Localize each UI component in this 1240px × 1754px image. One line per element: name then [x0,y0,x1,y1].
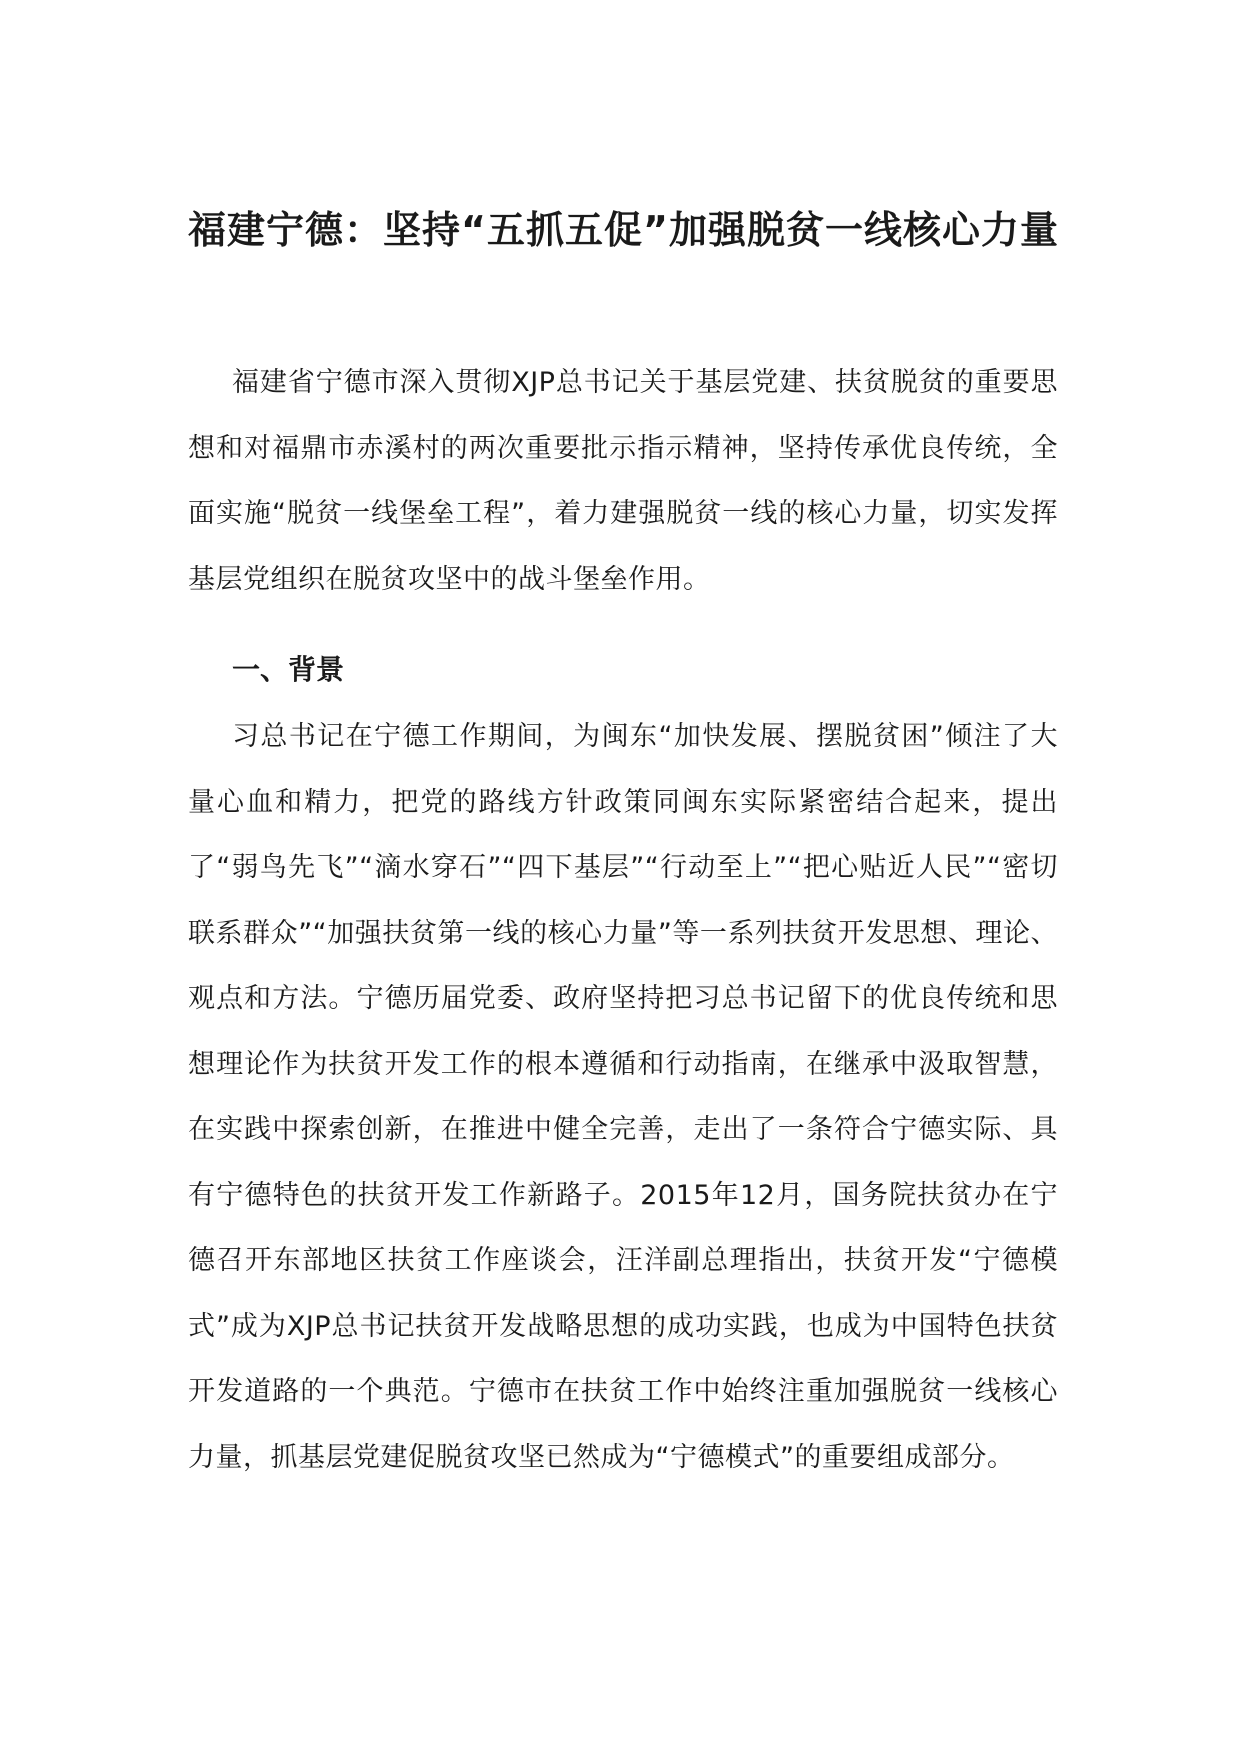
intro-paragraph: 福建省宁德市深入贯彻XJP总书记关于基层党建、扶贫脱贫的重要思想和对福鼎市赤溪村的两次重要批示指示精神，坚持传承优良传统，全面实施“脱贫一线堡垒工程”，着力建强脱贫一线的核心力量，切实发挥基层党组织在脱贫攻坚中的战斗堡垒作用。 [188,367,1058,595]
background-paragraph: 习总书记在宁德工作期间，为闽东“加快发展、摆脱贫困”倾注了大量心血和精力，把党的路线方针政策同闽东实际紧密结合起来，提出了“弱鸟先飞”“滴水穿石”“四下基层”“行动至上”“把心贴近人民”“密切联系群众”“加强扶贫第一线的核心力量”等一系列扶贫开发思想、理论、观点和方法。宁德历届党委、政府坚持把习总书记留下的优良传统和思想理论作为扶贫开发工作的根本遵循和行动指南，在继承中汲取智慧，在实践中探索创新，在推进中健全完善，走出了一条符合宁德实际、具有宁德特色的扶贫开发工作新路子。2015年12月，国务院扶贫办在宁德召开东部地区扶贫工作座谈会，汪洋副总理指出，扶贫开发“宁德模式”成为XJP总书记扶贫开发战略思想的成功实践，也成为中国特色扶贫开发道路的一个典范。宁德市在扶贫工作中始终注重加强脱贫一线核心力量，抓基层党建促脱贫攻坚已然成为“宁德模式”的重要组成部分。 [188,721,1058,1473]
document-title: 福建宁德：坚持“五抓五促”加强脱贫一线核心力量 [188,208,1059,252]
section-heading-background: 一、背景 [232,653,345,686]
